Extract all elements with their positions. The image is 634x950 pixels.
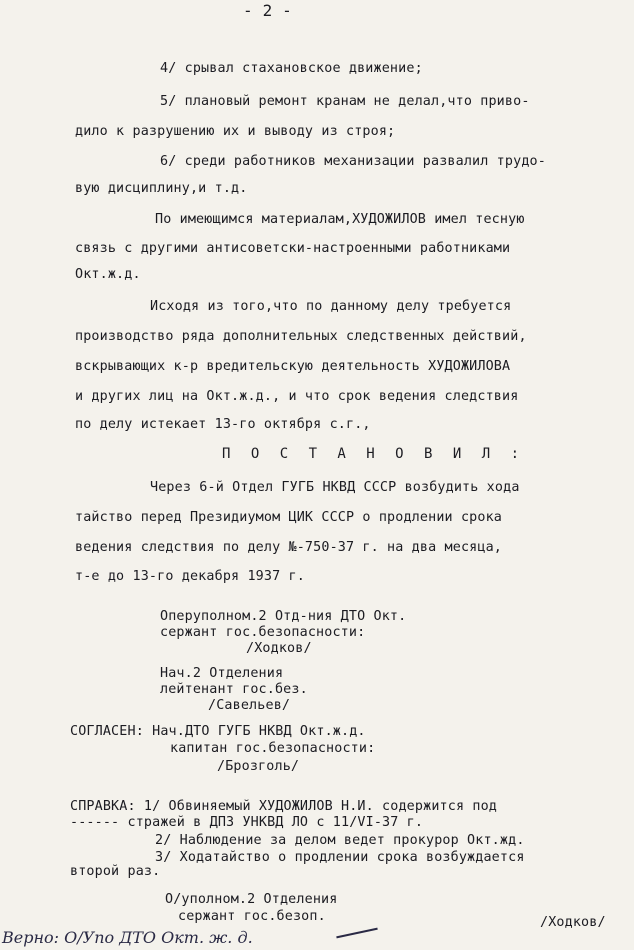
paragraph-line: Исходя из того,что по данному делу требуется [150, 299, 512, 314]
page-number: - 2 - [243, 1, 292, 20]
resolution-heading: П О С Т А Н О В И Л : [222, 446, 526, 462]
paragraph-line: 5/ плановый ремонт кранам не делал,что приво- [160, 94, 530, 109]
paragraph-line: 6/ среди работников механизации развалил трудо- [160, 154, 546, 169]
reference-line: ------ стражей в ДПЗ УНКВД ЛО с 11/VI-37 г. [70, 815, 424, 830]
approval-line: СОГЛАСЕН: Нач.ДТО ГУГБ НКВД Окт.ж.д. [70, 724, 366, 739]
paragraph-line: дило к разрушению их и выводу из строя; [75, 124, 396, 139]
signature-block-line: /Ходков/ [246, 641, 312, 656]
paragraph-line: производство ряда дополнительных следственных действий, [75, 329, 527, 344]
signature-block-line: /Ходков/ [540, 915, 606, 930]
paragraph-line: Через 6-й Отдел ГУГБ НКВД СССР возбудить хода [150, 480, 520, 495]
paragraph-line: ведения следствия по делу №-750-37 г. на два месяца, [75, 540, 503, 555]
signature-block-line: сержант гос.безопасности: [160, 625, 366, 640]
paragraph-line: 4/ срывал стахановское движение; [160, 61, 423, 76]
signature-block-line: О/уполном.2 Отделения [165, 892, 338, 907]
reference-line: второй раз. [70, 864, 161, 879]
reference-line: 2/ Наблюдение за делом ведет прокурор Окт.жд. [155, 833, 525, 848]
handwritten-signature [336, 928, 377, 939]
reference-line: 3/ Ходатайство о продлении срока возбуждается [155, 850, 525, 865]
paragraph-line: т-е до 13-го декабря 1937 г. [75, 569, 305, 584]
paragraph-line: Окт.ж.д. [75, 267, 141, 282]
paragraph-line: вую дисциплину,и т.д. [75, 181, 248, 196]
paragraph-line: связь с другими антисоветски-настроенными работниками [75, 241, 511, 256]
signature-block-line: лейтенант гос.без. [160, 682, 308, 697]
signature-block-line: Оперуполном.2 Отд-ния ДТО Окт. [160, 609, 407, 624]
paragraph-line: По имеющимся материалам,ХУДОЖИЛОВ имел тесную [155, 212, 525, 227]
approval-line: капитан гос.безопасности: [170, 741, 376, 756]
paragraph-line: по делу истекает 13-го октября с.г., [75, 417, 371, 432]
handwritten-note: Верно: О/Упо ДТО Окт. ж. д. [2, 928, 253, 947]
paragraph-line: тайство перед Президиумом ЦИК СССР о продлении срока [75, 510, 503, 525]
signature-block-line: Нач.2 Отделения [160, 666, 284, 681]
approval-line: /Брозголь/ [217, 759, 300, 774]
paragraph-line: и других лиц на Окт.ж.д., и что срок ведения следствия [75, 389, 519, 404]
paragraph-line: вскрывающих к-р вредительскую деятельность ХУДОЖИЛОВА [75, 359, 511, 374]
reference-line: СПРАВКА: 1/ Обвиняемый ХУДОЖИЛОВ Н.И. содержится под [70, 799, 498, 814]
signature-block-line: /Савельев/ [208, 698, 291, 713]
signature-block-line: сержант гос.безоп. [178, 909, 326, 924]
